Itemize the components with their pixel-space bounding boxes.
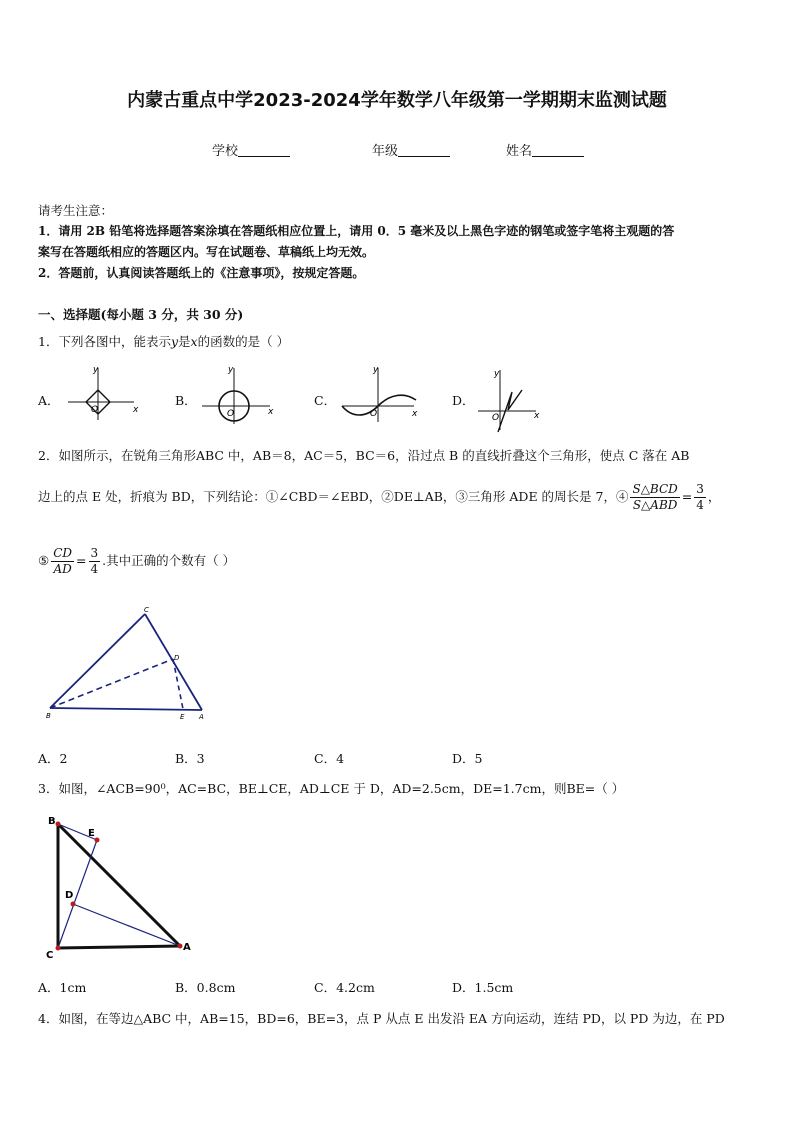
q1-graph-d bbox=[474, 364, 544, 434]
q1-c-y-label: y bbox=[373, 365, 379, 375]
q1-graph-c bbox=[338, 362, 422, 426]
q3-figure bbox=[40, 812, 200, 962]
q2-frac4-denominator: S△ABD bbox=[632, 498, 678, 512]
q1-option-c-label: C． bbox=[314, 393, 337, 408]
name-field bbox=[506, 140, 584, 159]
grade-label: 年级 bbox=[372, 144, 399, 159]
q1-option-b-label: B． bbox=[175, 393, 197, 408]
q2-frac-4: 4 bbox=[696, 498, 704, 512]
notice-item-2: 2．答题前，认真阅读答题纸上的《注意事项》，按规定答题。 bbox=[38, 266, 365, 280]
q2-line-3 bbox=[38, 546, 235, 577]
q2-fraction-5 bbox=[51, 546, 74, 577]
q2-equals-4: = bbox=[681, 489, 693, 504]
q2-frac5-denominator: AD bbox=[53, 562, 72, 576]
q1-stem-a: 1．下列各图中，能表示 bbox=[38, 334, 171, 349]
q2-circled-5: ⑤ bbox=[38, 553, 50, 568]
q2-fraction-3-4b bbox=[89, 546, 101, 577]
school-label: 学校 bbox=[212, 144, 239, 159]
q2-frac5-numerator: CD bbox=[53, 546, 73, 560]
grade-blank bbox=[398, 144, 450, 157]
q2-line-2-text: 边上的点 E 处，折痕为 BD，下列结论：①∠CBD＝∠EBD，②DE⊥AB，③三角形 ADE 的周长是 7，④ bbox=[38, 489, 629, 504]
q1-b-origin: O bbox=[227, 409, 235, 419]
q1-b-y-label: y bbox=[228, 365, 234, 375]
q1-var-y: y bbox=[170, 334, 179, 349]
q2-fraction-4 bbox=[630, 482, 679, 513]
q1-a-y-label: y bbox=[93, 365, 99, 375]
name-blank bbox=[532, 144, 584, 157]
q2-frac5-4: 4 bbox=[90, 562, 99, 576]
q1-d-x-label: x bbox=[534, 411, 540, 421]
q2-line-2 bbox=[38, 482, 720, 513]
notice-item-1-line-2: 案写在答题纸相应的答题区内。写在试题卷、草稿纸上均无效。 bbox=[38, 245, 375, 259]
q2-label-e: E bbox=[180, 713, 185, 721]
q1-d-origin: O bbox=[492, 413, 500, 423]
q2-equals-5: = bbox=[76, 553, 87, 568]
q1-option-a-label: A． bbox=[38, 393, 60, 408]
q2-frac4-numerator: S△BCD bbox=[632, 482, 678, 496]
q1-graph-a bbox=[62, 362, 142, 426]
q2-line-1: 2．如图所示，在锐角三角形ABC 中，AB＝8，AC＝5，BC＝6，沿过点 B 的直线折叠这个三角形，使点 C 落在 AB bbox=[38, 448, 690, 463]
q2-triangle-figure bbox=[40, 602, 215, 727]
q2-tail: .其中正确的个数有（ ） bbox=[102, 553, 236, 568]
school-field bbox=[212, 140, 290, 159]
q1-a-origin: O bbox=[91, 405, 99, 415]
q2-option-d: D．5 bbox=[452, 751, 483, 766]
q2-label-a: A bbox=[199, 713, 204, 721]
notice-item-1-line-1: 1．请用 2B 铅笔将选择题答案涂填在答题纸相应位置上，请用 0．5 毫米及以上黑色字迹的钢笔或签字笔将主观题的答 bbox=[38, 224, 675, 238]
name-label: 姓名 bbox=[506, 144, 533, 159]
grade-field bbox=[372, 140, 450, 159]
q3-label-c: C bbox=[46, 950, 54, 961]
q1-stem bbox=[38, 331, 289, 352]
notice-heading: 请考生注意： bbox=[38, 203, 114, 218]
q3-label-e: E bbox=[88, 828, 95, 839]
q1-stem-b: 是 bbox=[178, 334, 191, 349]
q2-label-c: C bbox=[144, 606, 149, 614]
school-blank bbox=[238, 144, 290, 157]
q2-frac5-3: 3 bbox=[90, 546, 99, 560]
q3-label-a: A bbox=[183, 942, 191, 953]
q1-c-origin: O bbox=[370, 409, 378, 419]
q3-stem: 3．如图，∠ACB=90⁰，AC=BC，BE⊥CE，AD⊥CE 于 D，AD=2.5cm，DE=1.7cm，则BE=（ ） bbox=[38, 781, 625, 796]
page-title: 内蒙古重点中学2023-2024学年数学八年级第一学期期末监测试题 bbox=[127, 90, 667, 111]
q2-comma: ， bbox=[707, 489, 721, 504]
q3-option-b: B．0.8cm bbox=[175, 980, 236, 995]
q3-point-e bbox=[95, 838, 100, 843]
q2-option-c: C．4 bbox=[314, 751, 345, 766]
q1-a-x-label: x bbox=[133, 405, 139, 415]
q3-label-d: D bbox=[65, 890, 74, 901]
q1-option-d-label: D． bbox=[452, 393, 475, 408]
q2-frac-3: 3 bbox=[696, 482, 704, 496]
q2-fraction-3-4 bbox=[694, 482, 706, 513]
q4-stem: 4．如图，在等边△ABC 中，AB=15，BD=6，BE=3，点 P 从点 E 出发沿 EA 方向运动，连结 PD，以 PD 为边，在 PD bbox=[38, 1011, 725, 1026]
q3-label-b: B bbox=[48, 816, 56, 827]
q3-option-a: A．1cm bbox=[38, 980, 87, 995]
q3-point-d bbox=[71, 902, 76, 907]
q2-label-b: B bbox=[46, 712, 51, 720]
q3-point-c bbox=[56, 946, 61, 951]
q1-var-x: x bbox=[190, 334, 198, 349]
q3-point-a bbox=[178, 944, 183, 949]
q1-b-x-label: x bbox=[268, 407, 274, 417]
q2-option-a: A．2 bbox=[38, 751, 68, 766]
q3-point-b bbox=[56, 822, 61, 827]
q1-stem-c: 的函数的是（ ） bbox=[197, 334, 290, 349]
q1-d-y-label: y bbox=[494, 369, 500, 379]
q3-option-d: D．1.5cm bbox=[452, 980, 514, 995]
q3-option-c: C．4.2cm bbox=[314, 980, 375, 995]
q2-option-b: B．3 bbox=[175, 751, 205, 766]
q2-label-d: D bbox=[174, 654, 180, 662]
q1-graph-b bbox=[198, 362, 280, 426]
q1-c-x-label: x bbox=[412, 409, 418, 419]
section-heading: 一、选择题(每小题 3 分，共 30 分) bbox=[38, 307, 244, 322]
